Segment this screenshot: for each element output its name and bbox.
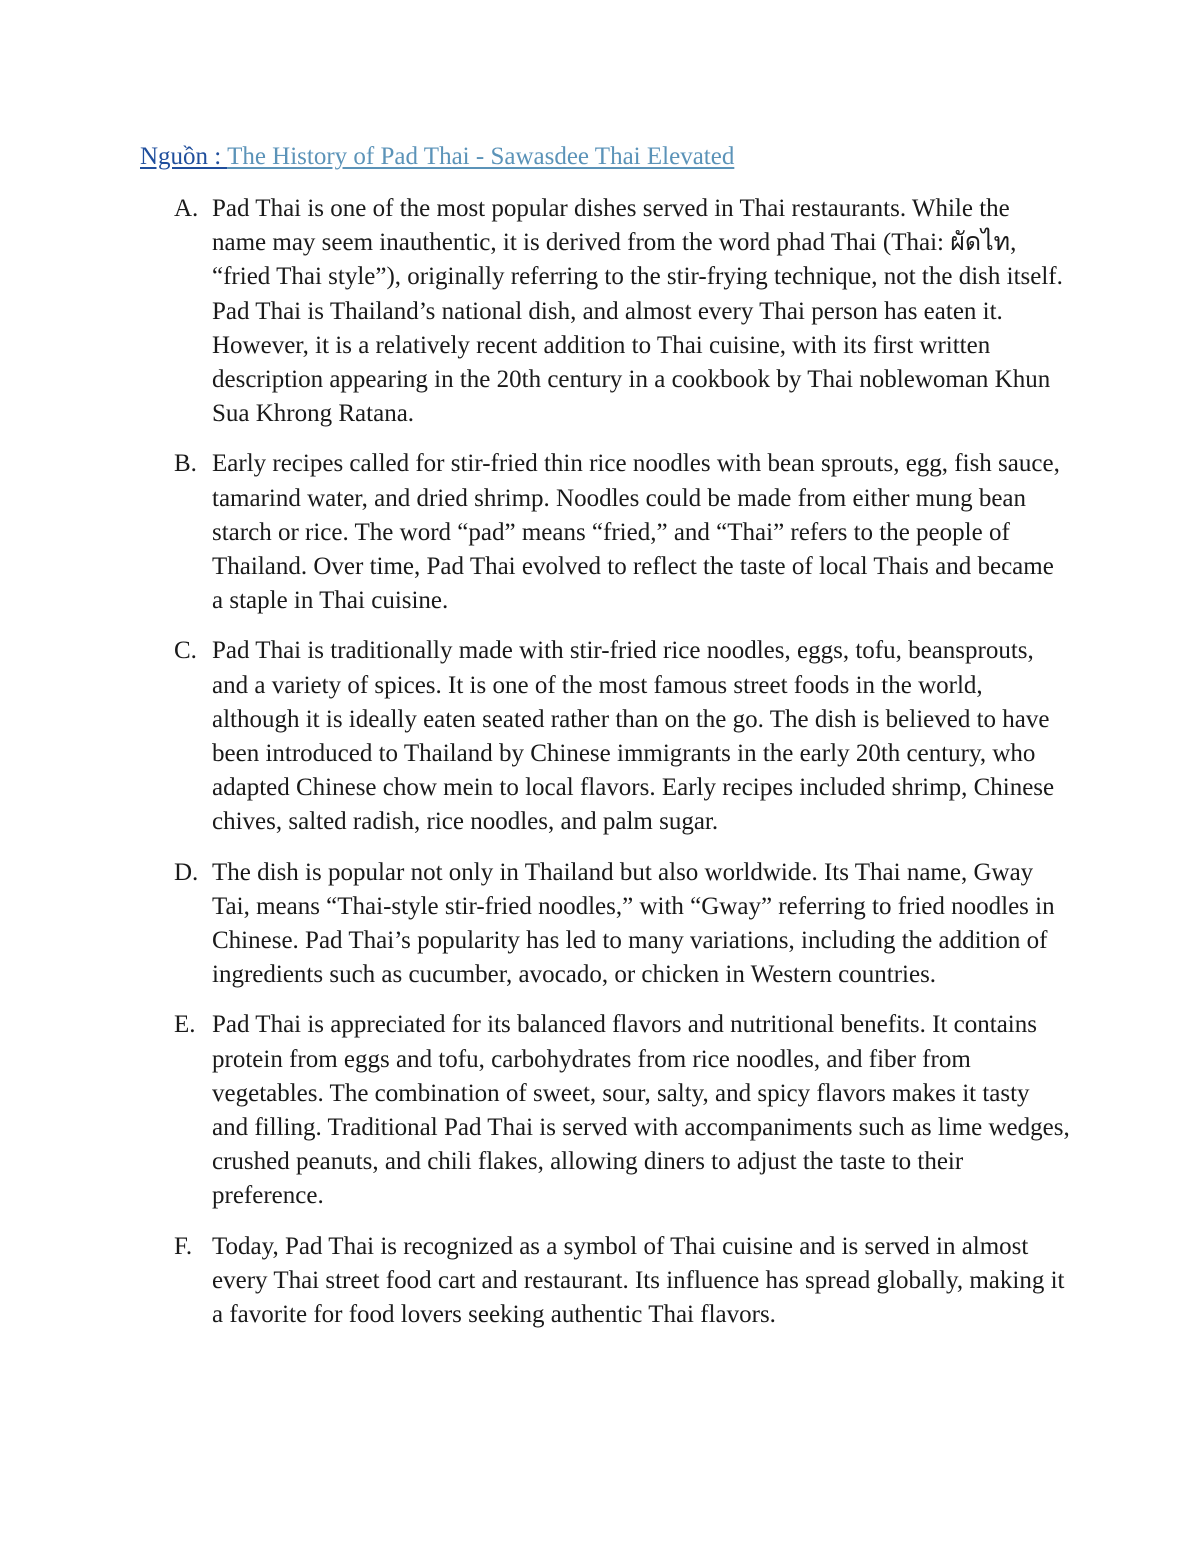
list-item-text: Pad Thai is one of the most popular dishes served in Thai restaurants. While the name may seem inauthentic, it is derived from the word phad Thai (Thai: ผัดไท, “fried Thai style”), originally referring to the stir-frying technique, not the dish itself. Pad Thai is Thailand’s national dish, and almost every Thai person has eaten it. However, it is a relatively recent addition to Thai cuisine, with its first written description appearing in the 20th century in a cookbook by Thai noblewoman Khun Sua Khrong Ratana.	[212, 195, 1063, 428]
list-item-text: Today, Pad Thai is recognized as a symbol of Thai cuisine and is served in almost every Thai street food cart and restaurant. Its influence has spread globally, making it a favorite for food lovers seeking authentic Thai flavors.	[212, 1232, 1065, 1329]
list-marker: F.	[174, 1232, 193, 1260]
list-item	[140, 856, 1070, 993]
list-item	[140, 634, 1070, 839]
lettered-list	[140, 192, 1070, 1348]
list-marker: C.	[174, 637, 197, 665]
list-item	[140, 1008, 1070, 1213]
list-item	[140, 447, 1070, 618]
list-marker: B.	[174, 450, 197, 478]
list-item-text: Early recipes called for stir-fried thin rice noodles with bean sprouts, egg, fish sauce, tamarind water, and dried shrimp. Noodles could be made from either mung bean starch or rice. The word “pad” means “fried,” and “Thai” refers to the people of Thailand. Over time, Pad Thai evolved to reflect the taste of local Thais and became a staple in Thai cuisine.	[212, 450, 1060, 615]
source-link[interactable]: The History of Pad Thai - Sawasdee Thai Elevated	[227, 143, 735, 170]
list-item	[140, 192, 1070, 431]
list-marker: D.	[174, 858, 199, 886]
source-label: Nguồn :	[140, 143, 228, 170]
list-item-text: Pad Thai is appreciated for its balanced flavors and nutritional benefits. It contains protein from eggs and tofu, carbohydrates from rice noodles, and fiber from vegetables. The combination of sweet, sour, salty, and spicy flavors makes it tasty and filling. Traditional Pad Thai is served with accompaniments such as lime wedges, crushed peanuts, and chili flakes, allowing diners to adjust the taste to their preference.	[212, 1011, 1070, 1210]
list-marker: A.	[174, 195, 199, 222]
source-line	[140, 140, 734, 174]
list-marker: E.	[174, 1011, 196, 1039]
list-item-text: The dish is popular not only in Thailand but also worldwide. Its Thai name, Gway Tai, means “Thai-style stir-fried noodles,” with “Gway” referring to fried noodles in Chinese. Pad Thai’s popularity has led to many variations, including the addition of ingredients such as cucumber, avocado, or chicken in Western countries.	[212, 858, 1055, 989]
list-item	[140, 1230, 1070, 1333]
list-item-text: Pad Thai is traditionally made with stir-fried rice noodles, eggs, tofu, beansprouts, and a variety of spices. It is one of the most famous street foods in the world, although it is ideally eaten seated rather than on the go. The dish is believed to have been introduced to Thailand by Chinese immigrants in the early 20th century, who adapted Chinese chow mein to local flavors. Early recipes included shrimp, Chinese chives, salted radish, rice noodles, and palm sugar.	[212, 637, 1055, 836]
